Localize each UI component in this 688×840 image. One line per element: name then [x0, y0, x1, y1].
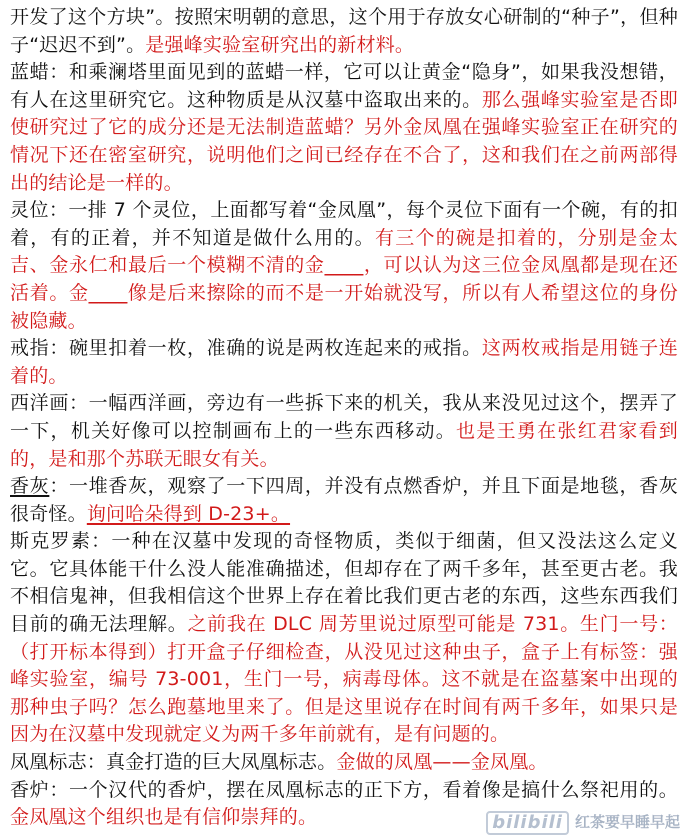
watermark	[486, 810, 680, 836]
bilibili-logo: bilibili	[486, 811, 569, 835]
paragraph-intro	[10, 4, 678, 59]
watermark-author: 红茶要早睡早起	[574, 813, 680, 832]
document-body	[10, 4, 678, 832]
lingwei-text: 灵位：一排 7 个灵位，上面都写着“金凤凰”，每个灵位下面有一个碗，有的扣着，有的正着，并不知道是做什么用的。	[10, 199, 678, 249]
lingwei-note-part1: 有三个的碗是扣着的，分别是金太吉、金永仁和最后一个模糊不清的金	[10, 226, 678, 277]
intro-note: 是强峰实验室研究出的新材料。	[145, 33, 415, 56]
sikeluosu-note-2: 但是这里说存在时间有两千多年，如果只是因为在汉墓中发现就定义为两千多年前就有，是有问题的。	[10, 695, 678, 746]
lingwei-note-part3: 像是后来擦除的而不是一开始就没写，所以有人希望这位的身份被隐藏。	[10, 281, 678, 332]
jiezhi-note: 这两枚戒指是用链子连着的。	[10, 337, 678, 387]
lingwei-blank-2: ____	[88, 281, 128, 304]
paragraph-lingwei	[10, 197, 678, 335]
xianglu-text: 香炉：一个汉代的香炉，摆在凤凰标志的正下方，看着像是搞什么祭祀用的。	[10, 778, 678, 801]
shengmen-text: 生门一号：（打开标本得到）打开盒子仔细检查，从没见过这种虫子，盒子上有标签：强峰实验室，编号 73-001，生门一号，病毒母体。这不就是在盗墓案中出现的那种虫子吗？怎么跑墓地里来了。	[10, 613, 678, 718]
lanla-note: 那么强峰实验室是否即使研究过了它的成分还是无法制造蓝蜡？另外金凤凰在强峰实验室正在研究的情况下还在密室研究，说明他们之间已经存在不合了，这和我们在之前两部得出的结论是一样的。	[10, 88, 678, 194]
lingwei-blank-1: ____	[324, 254, 364, 277]
lingwei-note-part2: ，可以认为这三位金凤凰都是现在还活着。金	[10, 254, 678, 304]
fenghuang-text: 凤凰标志：真金打造的巨大凤凰标志。	[10, 751, 337, 774]
xianghui-note: 询问哈朵得到 D-23+。	[86, 502, 291, 525]
paragraph-xiyanghua	[10, 390, 678, 473]
xianghui-label: 香灰	[10, 475, 50, 498]
sikeluosu-text: 斯克罗素：一种在汉墓中发现的奇怪物质，类似于细菌，但又没法这么定义它。它具体能干什么没人能准确描述，但却存在了两千多年，甚至更古老。我不相信鬼神，但我相信这个世界上存在着比我们更古老的东西，这些东西我们目前的确无法理解。	[10, 530, 678, 636]
fenghuang-note: 金做的凤凰——金凤凰。	[336, 751, 548, 774]
paragraph-fenghuang	[10, 749, 678, 777]
xiyanghua-text: 西洋画：一幅西洋画，旁边有一些拆下来的机关，我从来没见过这个，摆弄了一下，机关好像可以控制画布上的一些东西移动。	[10, 392, 678, 442]
paragraph-sikeluosu	[10, 528, 678, 749]
sikeluosu-note-1: 之前我在 DLC 周芳里说过原型可能是 731。	[187, 613, 580, 636]
paragraph-xianghui	[10, 473, 678, 528]
paragraph-jiezhi	[10, 335, 678, 390]
paragraph-lanla	[10, 59, 678, 197]
intro-text: 开发了这个方块”。按照宋明朝的意思，这个用于存放女心研制的“种子”，但种子“迟迟不到”。	[10, 6, 678, 56]
jiezhi-text: 戒指：碗里扣着一枚，准确的说是两枚连起来的戒指。	[10, 337, 482, 360]
xianghui-text: ：一堆香灰，观察了一下四周，并没有点燃香炉，并且下面是地毯，香灰很奇怪。	[10, 475, 678, 525]
lanla-text: 蓝蜡：和乘澜塔里面见到的蓝蜡一样，它可以让黄金“隐身”，如果我没想错，有人在这里研究它。这种物质是从汉墓中盗取出来的。	[10, 61, 678, 111]
xiyanghua-note: 也是王勇在张红君家看到的，是和那个苏联无眼女有关。	[10, 419, 678, 470]
xianglu-note: 金凤凰这个组织也是有信仰崇拜的。	[10, 806, 318, 829]
